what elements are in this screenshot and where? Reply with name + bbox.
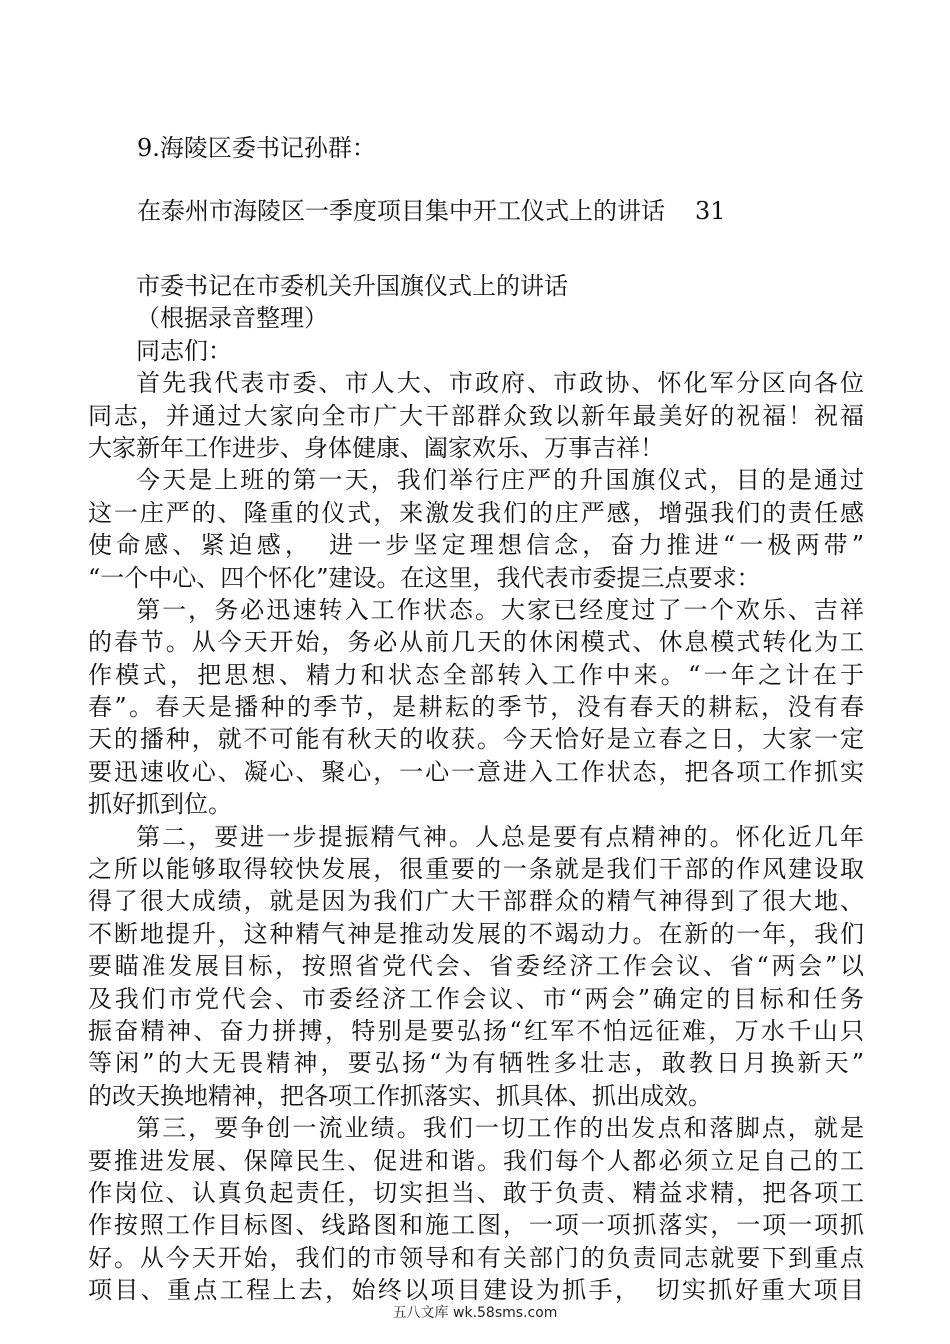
footer-watermark: 五八文库 wk.58sms.com: [392, 1305, 558, 1321]
text-line: 等闲”的大无畏精神，要弘扬“为有牺牲多壮志，敢教日月换新天”: [88, 1049, 864, 1078]
text-line: 得了很大成绩，就是因为我们广大干部群众的精气神得到了很大地、: [88, 887, 864, 916]
toc-item-9: 9.海陵区委书记孙群：: [137, 134, 376, 162]
toc-item-10-title: 在泰州市海陵区一季度项目集中开工仪式上的讲话: [137, 197, 665, 225]
text-line: 第三，要争创一流业绩。我们一切工作的出发点和落脚点，就是: [136, 1114, 864, 1143]
text-line: 天的播种，就不可能有秋天的收获。今天恰好是立春之日，大家一定: [88, 725, 864, 754]
text-line: 好。从今天开始，我们的市领导和有关部门的负责同志就要下到重点: [88, 1243, 864, 1272]
text-line: 第一，务必迅速转入工作状态。大家已经度过了一个欢乐、吉祥: [136, 595, 864, 624]
text-line: 今天是上班的第一天，我们举行庄严的升国旗仪式，目的是通过: [136, 466, 864, 495]
text-line: 抓好抓到位。: [88, 790, 232, 819]
text-line: 的春节。从今天开始，务必从前几天的休闲模式、休息模式转化为工: [88, 628, 864, 657]
text-line: 要推进发展、保障民生、促进和谐。我们每个人都必须立足自己的工: [88, 1146, 864, 1175]
text-line: 作按照工作目标图、线路图和施工图，一项一项抓落实，一项一项抓: [88, 1211, 864, 1240]
text-line: 同志，并通过大家向全市广大干部群众致以新年最美好的祝福！祝福: [88, 401, 864, 430]
text-line: 大家新年工作进步、身体健康、阖家欢乐、万事吉祥！: [88, 433, 664, 462]
toc-item-10-page: 31: [695, 197, 726, 225]
toc-item-10: [137, 194, 726, 228]
text-line: 作模式，把思想、精力和状态全部转入工作中来。“一年之计在于: [88, 660, 864, 689]
speech-note: （根据录音整理）: [136, 304, 328, 333]
text-line: 要迅速收心、凝心、聚心，一心一意进入工作状态，把各项工作抓实: [88, 757, 864, 786]
text-line: 项目、重点工程上去，始终以项目建设为抓手， 切实抓好重大项目: [88, 1276, 864, 1305]
text-line: 春”。春天是播种的季节，是耕耘的季节，没有春天的耕耘，没有春: [88, 693, 864, 722]
text-line: 的改天换地精神，把各项工作抓落实、抓具体、抓出成效。: [88, 1081, 712, 1110]
text-line: 首先我代表市委、市人大、市政府、市政协、怀化军分区向各位: [136, 369, 864, 398]
text-line: 要瞄准发展目标，按照省党代会、省委经济工作会议、省“两会”以: [88, 952, 864, 981]
text-line: “一个中心、四个怀化”建设。在这里，我代表市委提三点要求：: [88, 563, 761, 592]
text-line: 振奋精神、奋力拼搏，特别是要弘扬“红军不怕远征难，万水千山只: [88, 1016, 864, 1045]
text-line: 使命感、紧迫感， 进一步坚定理想信念，奋力推进“一极两带”: [88, 531, 864, 560]
text-line: 及我们市党代会、市委经济工作会议、市“两会”确定的目标和任务: [88, 984, 864, 1013]
speech-body: [88, 270, 864, 1307]
salutation: 同志们：: [136, 336, 232, 365]
text-line: 第二，要进一步提振精气神。人总是要有点精神的。怀化近几年: [136, 822, 864, 851]
text-line: 这一庄严的、隆重的仪式，来激发我们的庄严感，增强我们的责任感: [88, 498, 864, 527]
text-line: 之所以能够取得较快发展，很重要的一条就是我们干部的作风建设取: [88, 855, 864, 884]
speech-title: 市委书记在市委机关升国旗仪式上的讲话: [136, 272, 568, 300]
text-line: 不断地提升，这种精气神是推动发展的不竭动力。在新的一年，我们: [88, 919, 864, 948]
text-line: 作岗位、认真负起责任，切实担当、敢于负责、精益求精，把各项工: [88, 1178, 864, 1207]
